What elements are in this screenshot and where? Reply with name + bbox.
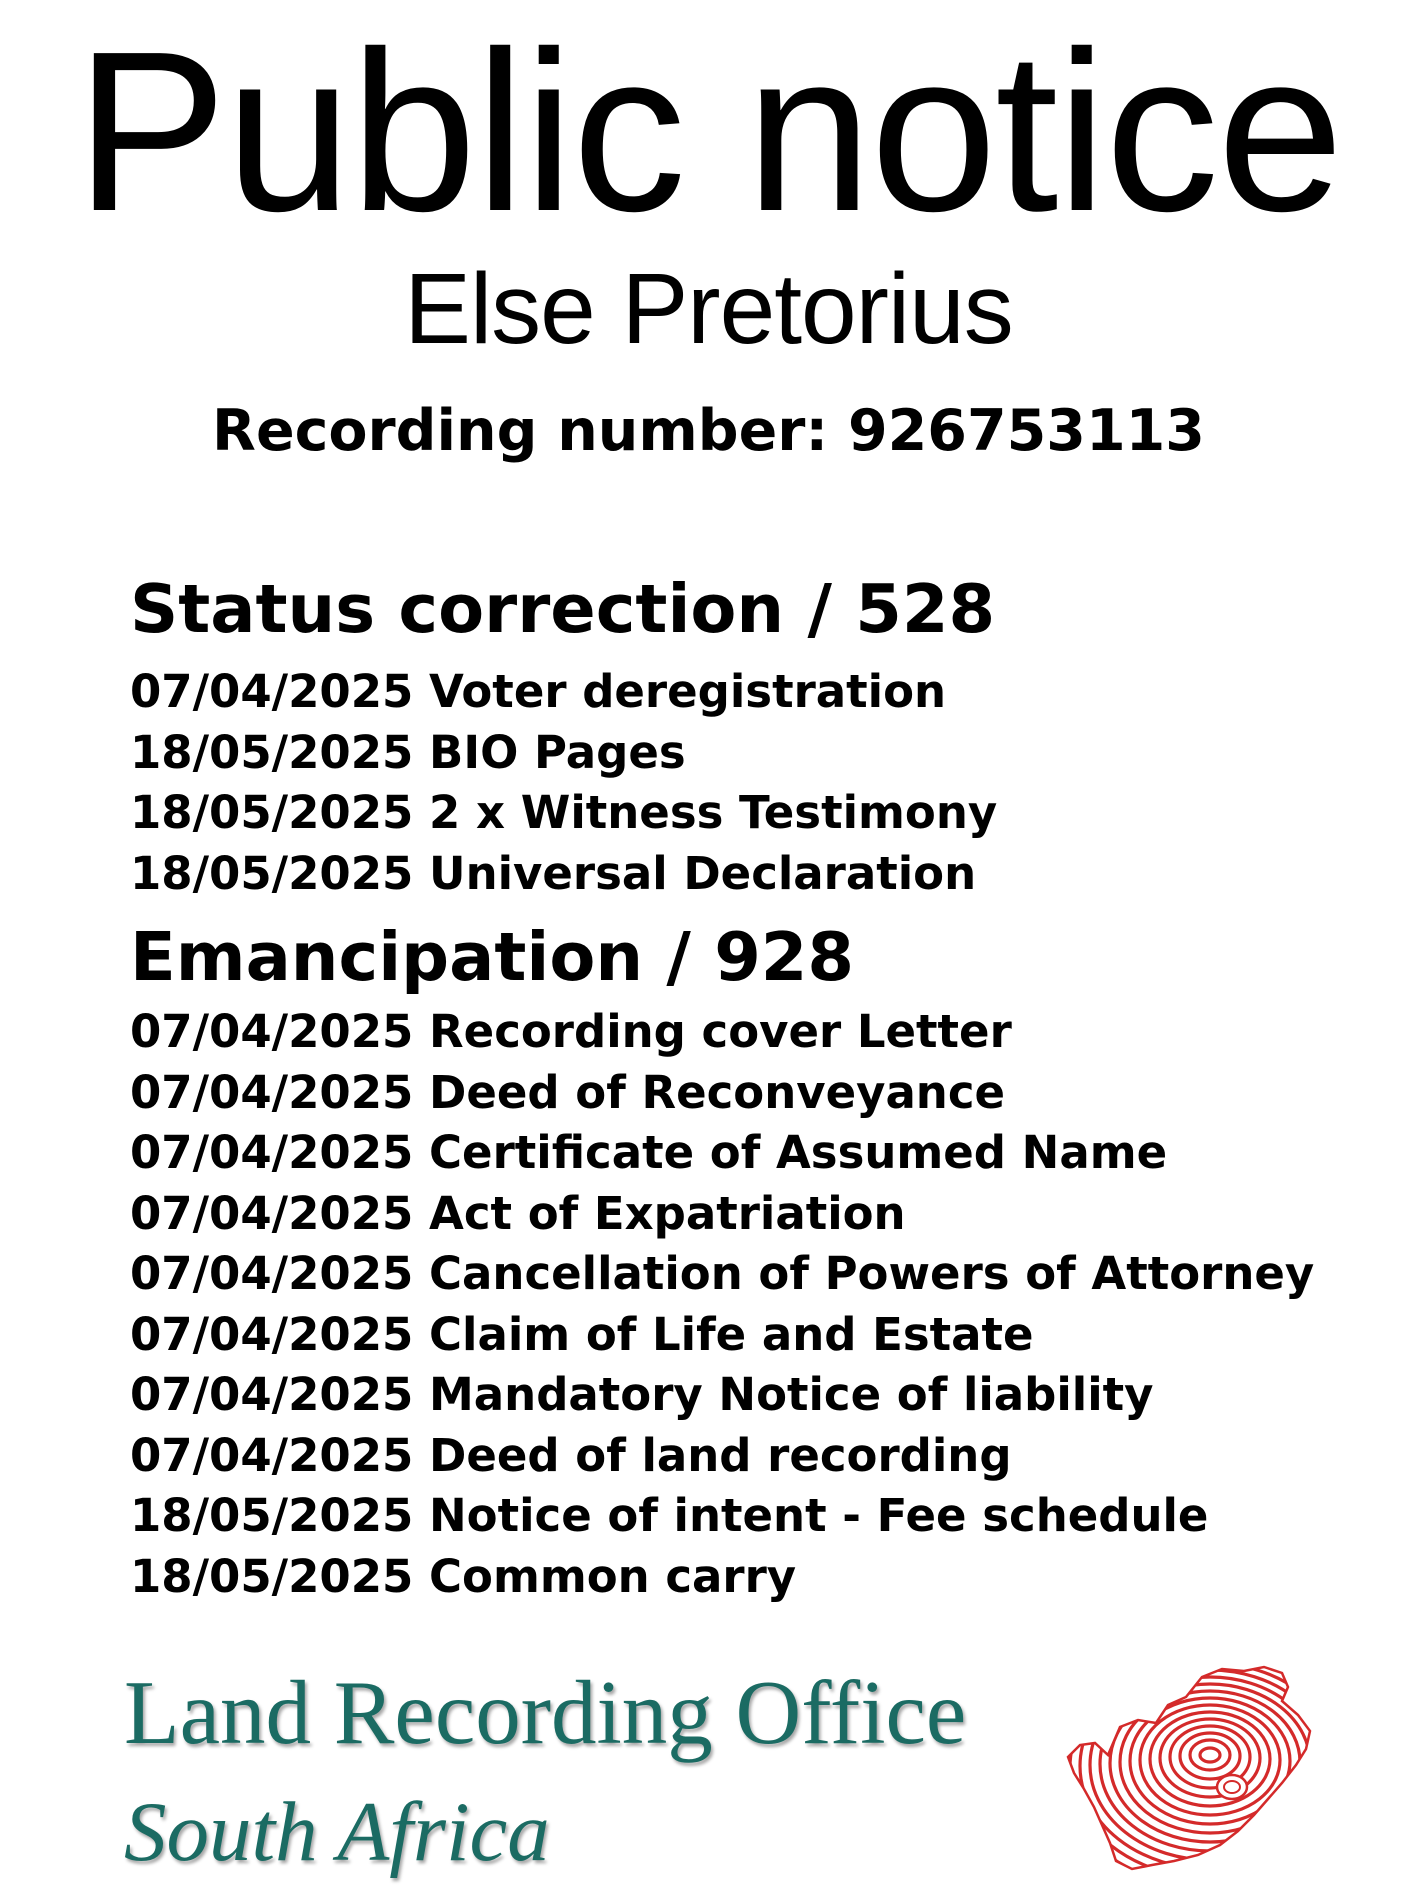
office-name: Land Recording Office [124, 1662, 967, 1763]
section-heading-status-correction: Status correction / 528 [130, 570, 996, 648]
recording-number: Recording number: 926753113 [212, 398, 1205, 464]
person-name: Else Pretorius [404, 253, 1013, 365]
entry-item: 07/04/2025 Mandatory Notice of liability [130, 1368, 1154, 1421]
section-heading-emancipation: Emancipation / 928 [130, 918, 855, 996]
emancipation-entries [130, 1002, 1314, 1607]
entry-item: 07/04/2025 Cancellation of Powers of Attorney [130, 1247, 1315, 1300]
entry-item: 18/05/2025 BIO Pages [130, 725, 686, 779]
entry-item: 07/04/2025 Deed of Reconveyance [130, 1065, 1006, 1119]
south-africa-fingerprint-map-icon [1060, 1665, 1320, 1880]
entry-item: 18/05/2025 Notice of intent - Fee schedule [130, 1489, 1209, 1542]
entry-item: 18/05/2025 Universal Declaration [130, 846, 977, 900]
entry-item: 07/04/2025 Voter deregistration [130, 665, 947, 718]
entry-item: 18/05/2025 2 x Witness Testimony [130, 786, 998, 839]
entry-item: 07/04/2025 Certificate of Assumed Name [130, 1126, 1168, 1179]
notice-title: Public notice [75, 5, 1342, 259]
entry-item: 07/04/2025 Act of Expatriation [130, 1186, 906, 1240]
entry-item: 18/05/2025 Common carry [130, 1549, 797, 1603]
entry-item: 07/04/2025 Deed of land recording [130, 1428, 1012, 1482]
entry-item: 07/04/2025 Claim of Life and Estate [130, 1307, 1034, 1361]
status-correction-entries [130, 662, 997, 904]
office-country: South Africa [124, 1785, 550, 1879]
entry-item: 07/04/2025 Recording cover Letter [130, 1005, 1012, 1058]
